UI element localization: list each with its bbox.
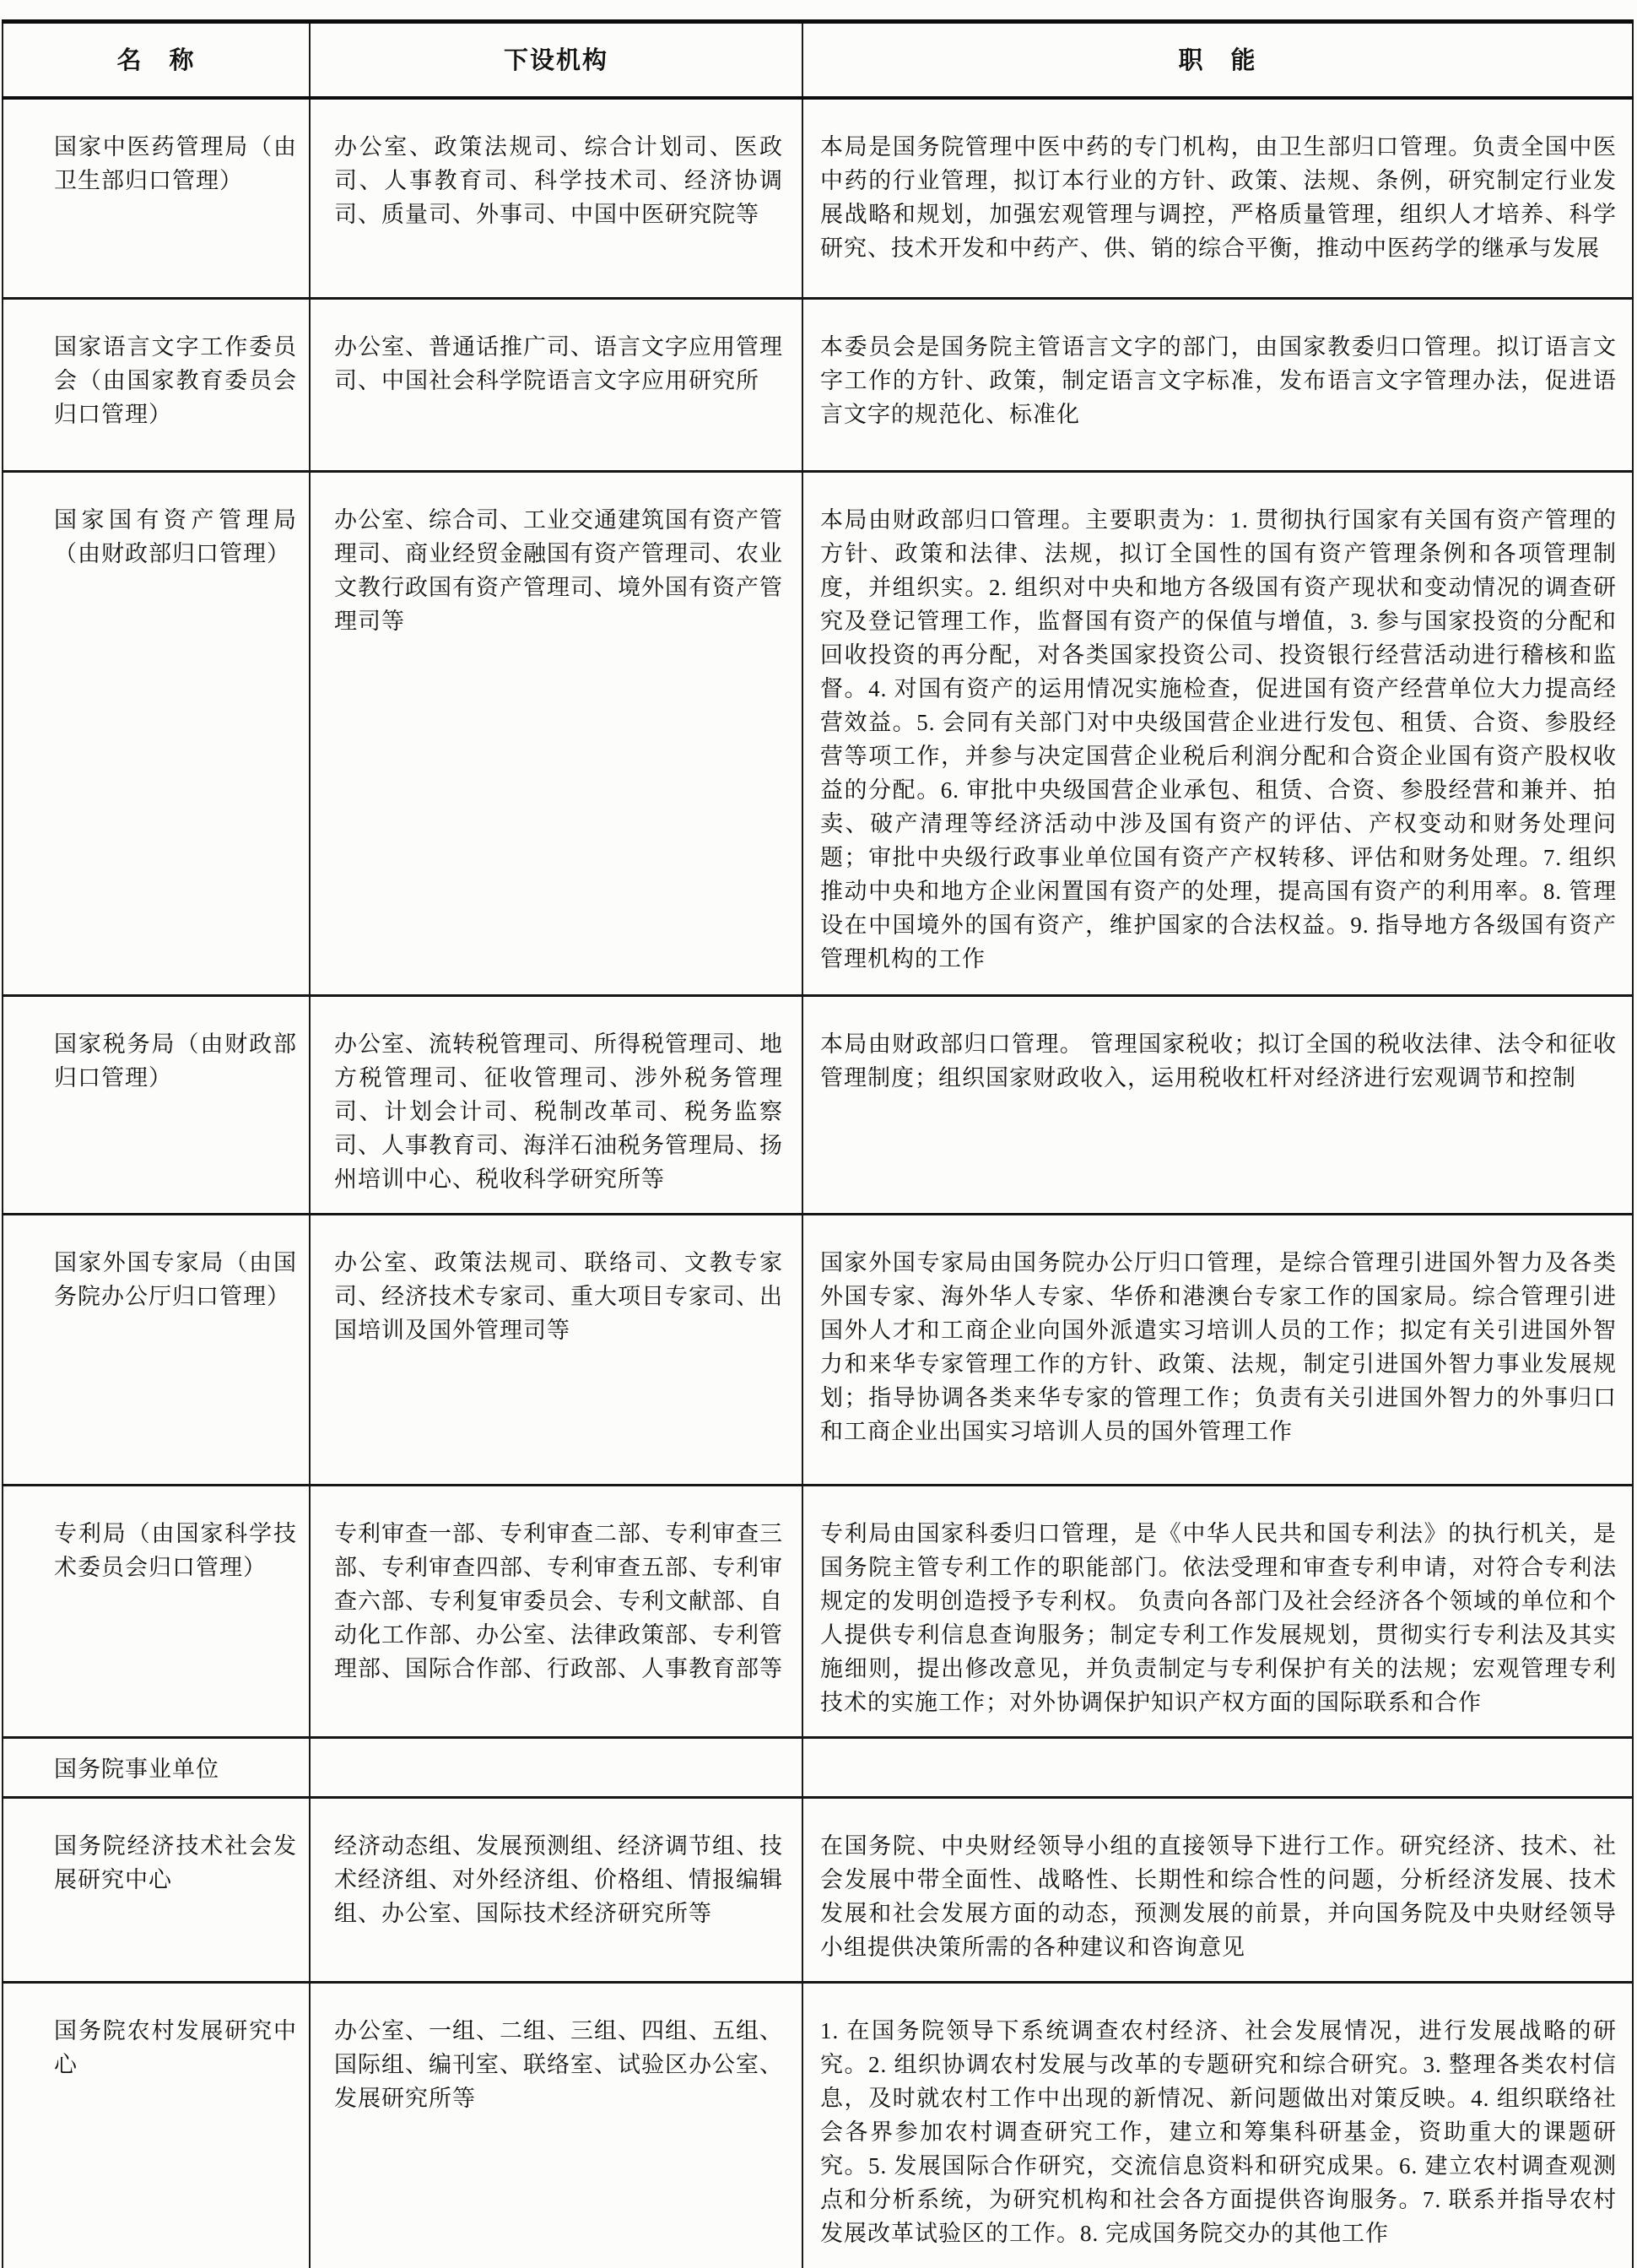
- agency-organs: 办公室、普通话推广司、语言文字应用管理司、中国社会科学院语言文字应用研究所: [310, 299, 802, 472]
- header-organs: 下设机构: [310, 22, 802, 99]
- header-functions: 职 能: [802, 22, 1633, 99]
- section-title: 国务院事业单位: [3, 1738, 310, 1798]
- agency-functions: 本局由财政部归口管理。主要职责为：1. 贯彻执行国家有关国有资产管理的方针、政策和法律、法规，拟订全国性的国有资产管理条例和各项管理制度，并组织实。2. 组织对中央和地方各级国有资产现状和变动情况的调查研究及登记管理工作，监督国有资产的保值与增值，3. 参与国家投资的分配和回收投资的再分配，对各类国家投资公司、投资银行经营活动进行稽核和监督。4. 对国有资产的运用情况实施检查，促进国有资产经营单位大力提高经营效益。5. 会同有关部门对中央级国营企业进行发包、租赁、合资、参股经营等项工作，并参与决定国营企业税后利润分配和合资企业国有资产股权收益的分配。6. 审批中央级国营企业承包、租赁、合资、参股经营和兼并、拍卖、破产清理等经济活动中涉及国有资产的评估、产权变动和财务处理问题；审批中央级行政事业单位国有资产产权转移、评估和财务处理。7. 组织推动中央和地方企业闲置国有资产的处理，提高国有资产的利用率。8. 管理设在中国境外的国有资产，维护国家的合法权益。9. 指导地方各级国有资产管理机构的工作: [802, 472, 1633, 996]
- table-row: [3, 1215, 1633, 1486]
- table-header-row: [3, 22, 1633, 99]
- agency-name: 国务院经济技术社会发展研究中心: [3, 1798, 310, 1983]
- agency-organs: [310, 1738, 802, 1798]
- agency-name: 国家税务局（由财政部归口管理）: [3, 996, 310, 1215]
- government-agencies-table: [2, 19, 1634, 2268]
- agency-functions: 专利局由国家科委归口管理，是《中华人民共和国专利法》的执行机关，是国务院主管专利工作的职能部门。依法受理和审查专利申请，对符合专利法规定的发明创造授予专利权。 负责向各部门及社会经济各个领域的单位和个人提供专利信息查询服务；制定专利工作发展规划，贯彻实行专利法及其实施细则，提出修改意见，并负责制定与专利保护有关的法规；宏观管理专利技术的实施工作；对外协调保护知识产权方面的国际联系和合作: [802, 1486, 1633, 1738]
- agency-functions: 国家外国专家局由国务院办公厅归口管理，是综合管理引进国外智力及各类外国专家、海外华人专家、华侨和港澳台专家工作的国家局。综合管理引进国外人才和工商企业向国外派遣实习培训人员的工作；拟定有关引进国外智力和来华专家管理工作的方针、政策、法规，制定引进国外智力事业发展规划；指导协调各类来华专家的管理工作；负责有关引进国外智力的外事归口和工商企业出国实习培训人员的国外管理工作: [802, 1215, 1633, 1486]
- agency-name: 国家语言文字工作委员会（由国家教育委员会归口管理）: [3, 299, 310, 472]
- agency-organs: 经济动态组、发展预测组、经济调节组、技术经济组、对外经济组、价格组、情报编辑组、办公室、国际技术经济研究所等: [310, 1798, 802, 1983]
- table-row: [3, 1798, 1633, 1983]
- agency-name: 国家中医药管理局（由卫生部归口管理）: [3, 98, 310, 299]
- agency-functions: [802, 1738, 1633, 1798]
- agency-organs: 专利审查一部、专利审查二部、专利审查三部、专利审查四部、专利审查五部、专利审查六部、专利复审委员会、专利文献部、自动化工作部、办公室、法律政策部、专利管理部、国际合作部、行政部、人事教育部等: [310, 1486, 802, 1738]
- agency-organs: 办公室、综合司、工业交通建筑国有资产管理司、商业经贸金融国有资产管理司、农业文教行政国有资产管理司、境外国有资产管理司等: [310, 472, 802, 996]
- table-row: [3, 1983, 1633, 2268]
- agency-functions: 本局由财政部归口管理。 管理国家税收；拟订全国的税收法律、法令和征收管理制度；组织国家财政收入，运用税收杠杆对经济进行宏观调节和控制: [802, 996, 1633, 1215]
- agency-organs: 办公室、政策法规司、综合计划司、医政司、人事教育司、科学技术司、经济协调司、质量司、外事司、中国中医研究院等: [310, 98, 802, 299]
- agency-name: 国家外国专家局（由国务院办公厅归口管理）: [3, 1215, 310, 1486]
- agency-name: 专利局（由国家科学技术委员会归口管理）: [3, 1486, 310, 1738]
- header-name: 名 称: [3, 22, 310, 99]
- agency-organs: 办公室、一组、二组、三组、四组、五组、国际组、编刊室、联络室、试验区办公室、发展研究所等: [310, 1983, 802, 2268]
- table-row: [3, 299, 1633, 472]
- table-row: [3, 98, 1633, 299]
- agency-functions: 本委员会是国务院主管语言文字的部门，由国家教委归口管理。拟订语言文字工作的方针、政策，制定语言文字标准，发布语言文字管理办法，促进语言文字的规范化、标准化: [802, 299, 1633, 472]
- section-row: [3, 1738, 1633, 1798]
- agency-functions: 1. 在国务院领导下系统调查农村经济、社会发展情况，进行发展战略的研究。2. 组织协调农村发展与改革的专题研究和综合研究。3. 整理各类农村信息，及时就农村工作中出现的新情况、新问题做出对策反映。4. 组织联络社会各界参加农村调查研究工作，建立和筹集科研基金，资助重大的课题研究。5. 发展国际合作研究，交流信息资料和研究成果。6. 建立农村调查观测点和分析系统，为研究机构和社会各方面提供咨询服务。7. 联系并指导农村发展改革试验区的工作。8. 完成国务院交办的其他工作: [802, 1983, 1633, 2268]
- table-row: [3, 996, 1633, 1215]
- agency-functions: 在国务院、中央财经领导小组的直接领导下进行工作。研究经济、技术、社会发展中带全面性、战略性、长期性和综合性的问题，分析经济发展、技术发展和社会发展方面的动态，预测发展的前景，并向国务院及中央财经领导小组提供决策所需的各种建议和咨询意见: [802, 1798, 1633, 1983]
- agency-organs: 办公室、流转税管理司、所得税管理司、地方税管理司、征收管理司、涉外税务管理司、计划会计司、税制改革司、税务监察司、人事教育司、海洋石油税务管理局、扬州培训中心、税收科学研究所等: [310, 996, 802, 1215]
- agency-functions: 本局是国务院管理中医中药的专门机构，由卫生部归口管理。负责全国中医中药的行业管理，拟订本行业的方针、政策、法规、条例，研究制定行业发展战略和规划，加强宏观管理与调控，严格质量管理，组织人才培养、科学研究、技术开发和中药产、供、销的综合平衡，推动中医药学的继承与发展: [802, 98, 1633, 299]
- agency-name: 国家国有资产管理局（由财政部归口管理）: [3, 472, 310, 996]
- table-row: [3, 472, 1633, 996]
- table-row: [3, 1486, 1633, 1738]
- agency-organs: 办公室、政策法规司、联络司、文教专家司、经济技术专家司、重大项目专家司、出国培训及国外管理司等: [310, 1215, 802, 1486]
- agency-name: 国务院农村发展研究中心: [3, 1983, 310, 2268]
